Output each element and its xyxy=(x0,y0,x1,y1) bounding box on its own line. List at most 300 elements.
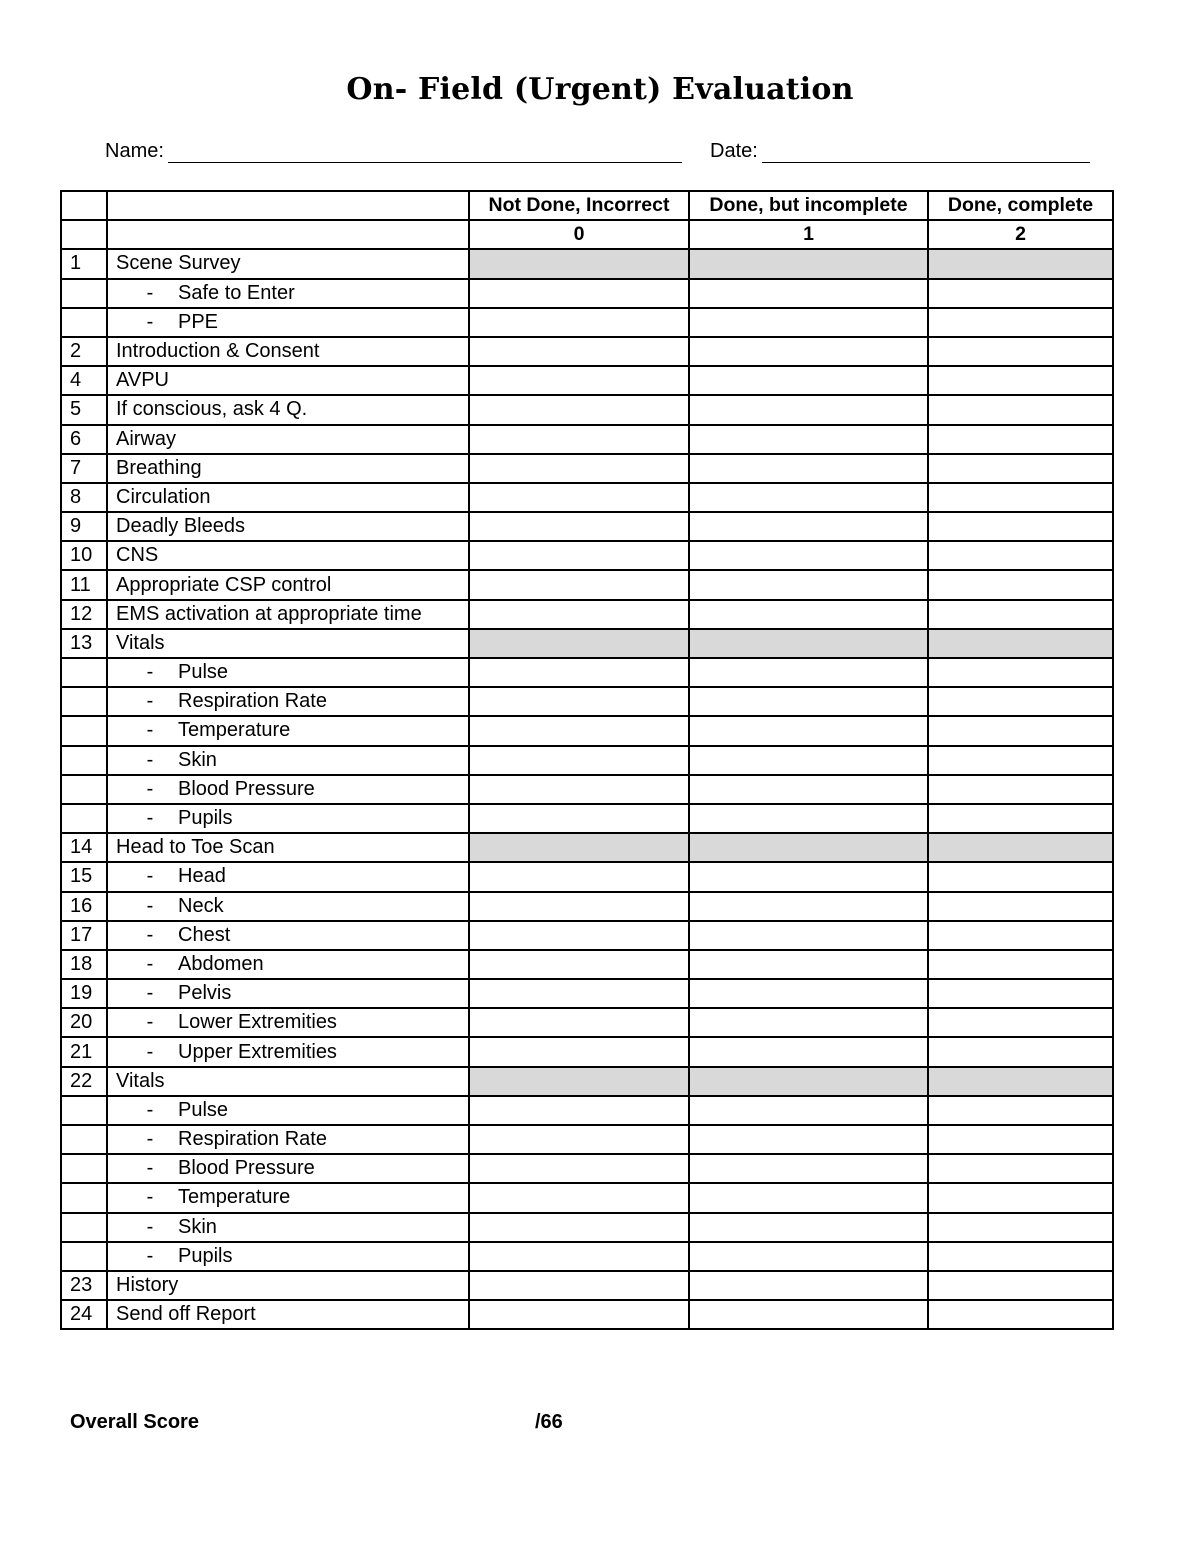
item-label: Pupils xyxy=(178,1244,233,1267)
date-label: Date: xyxy=(710,140,758,162)
table-row xyxy=(61,425,1113,454)
item-number: 15 xyxy=(61,862,107,891)
item-number: 4 xyxy=(61,366,107,395)
table-row xyxy=(61,249,1113,278)
score-cell[interactable] xyxy=(689,1300,928,1329)
score-cell[interactable] xyxy=(928,570,1113,599)
score-cell[interactable] xyxy=(469,775,689,804)
score-cell[interactable] xyxy=(689,570,928,599)
name-field[interactable] xyxy=(105,140,682,163)
item-number xyxy=(61,279,107,308)
item-number: 19 xyxy=(61,979,107,1008)
sub-item-marker: - xyxy=(146,661,154,684)
item-label: Vitals xyxy=(116,631,165,654)
item-label: Temperature xyxy=(178,719,291,742)
score-cell xyxy=(928,249,1113,278)
score-cell[interactable] xyxy=(928,1300,1113,1329)
item-label: Deadly Bleeds xyxy=(116,515,245,538)
score-cell[interactable] xyxy=(928,950,1113,979)
score-cell[interactable] xyxy=(689,892,928,921)
score-cell[interactable] xyxy=(469,395,689,424)
sub-item-marker: - xyxy=(146,923,154,946)
table-row xyxy=(61,1154,1113,1183)
sub-item-marker: - xyxy=(146,1011,154,1034)
score-cell[interactable] xyxy=(928,687,1113,716)
sub-item-marker: - xyxy=(146,894,154,917)
score-cell[interactable] xyxy=(689,600,928,629)
item-number: 9 xyxy=(61,512,107,541)
score-cell[interactable] xyxy=(689,979,928,1008)
score-cell[interactable] xyxy=(689,921,928,950)
item-label: Pupils xyxy=(178,807,233,830)
score-cell[interactable] xyxy=(928,512,1113,541)
item-number: 21 xyxy=(61,1037,107,1066)
item-number xyxy=(61,804,107,833)
score-cell[interactable] xyxy=(469,1271,689,1300)
score-cell[interactable] xyxy=(689,1008,928,1037)
score-cell[interactable] xyxy=(928,775,1113,804)
item-number: 11 xyxy=(61,570,107,599)
item-cell xyxy=(107,979,469,1008)
sub-item-marker: - xyxy=(146,281,154,304)
item-cell xyxy=(107,483,469,512)
score-cell[interactable] xyxy=(689,454,928,483)
sub-item-marker: - xyxy=(146,719,154,742)
item-number: 22 xyxy=(61,1067,107,1096)
score-cell[interactable] xyxy=(689,1154,928,1183)
item-label: Upper Extremities xyxy=(178,1040,337,1063)
score-cell[interactable] xyxy=(689,862,928,891)
item-number xyxy=(61,775,107,804)
score-cell[interactable] xyxy=(689,395,928,424)
score-cell[interactable] xyxy=(469,862,689,891)
item-number: 13 xyxy=(61,629,107,658)
score-cell[interactable] xyxy=(689,483,928,512)
score-cell[interactable] xyxy=(689,1242,928,1271)
item-label: Neck xyxy=(178,894,224,917)
score-cell[interactable] xyxy=(928,425,1113,454)
table-row xyxy=(61,600,1113,629)
item-label: Chest xyxy=(178,923,231,946)
item-cell xyxy=(107,454,469,483)
score-cell[interactable] xyxy=(469,600,689,629)
item-label: Send off Report xyxy=(116,1303,256,1326)
score-cell xyxy=(469,249,689,278)
item-cell xyxy=(107,308,469,337)
table-row xyxy=(61,512,1113,541)
score-cell[interactable] xyxy=(689,1096,928,1125)
table-row xyxy=(61,1242,1113,1271)
column-header: Done, but incomplete xyxy=(689,191,928,220)
score-cell[interactable] xyxy=(928,395,1113,424)
item-label: Skin xyxy=(178,1215,217,1238)
item-label: Head to Toe Scan xyxy=(116,836,275,859)
item-cell xyxy=(107,1008,469,1037)
score-cell xyxy=(689,629,928,658)
table-row xyxy=(61,979,1113,1008)
item-label: Scene Survey xyxy=(116,252,241,275)
table-row xyxy=(61,570,1113,599)
score-cell[interactable] xyxy=(689,308,928,337)
score-cell xyxy=(928,1067,1113,1096)
table-row xyxy=(61,1125,1113,1154)
table-row xyxy=(61,1300,1113,1329)
item-number: 5 xyxy=(61,395,107,424)
score-cell[interactable] xyxy=(928,600,1113,629)
score-cell[interactable] xyxy=(928,279,1113,308)
item-cell xyxy=(107,804,469,833)
score-value: 2 xyxy=(928,220,1113,249)
score-cell[interactable] xyxy=(928,862,1113,891)
score-cell[interactable] xyxy=(928,1154,1113,1183)
item-cell xyxy=(107,570,469,599)
score-cell[interactable] xyxy=(689,804,928,833)
item-label: Appropriate CSP control xyxy=(116,573,332,596)
table-row xyxy=(61,658,1113,687)
sub-item-marker: - xyxy=(146,1244,154,1267)
item-number: 20 xyxy=(61,1008,107,1037)
score-cell[interactable] xyxy=(469,1096,689,1125)
table-row xyxy=(61,454,1113,483)
sub-item-marker: - xyxy=(146,1040,154,1063)
sub-item-marker: - xyxy=(146,310,154,333)
score-cell xyxy=(469,1067,689,1096)
item-cell xyxy=(107,1271,469,1300)
header-item-cell xyxy=(107,220,469,249)
score-cell[interactable] xyxy=(689,950,928,979)
score-cell[interactable] xyxy=(928,1037,1113,1066)
item-cell xyxy=(107,279,469,308)
sub-item-marker: - xyxy=(146,865,154,888)
sub-item-marker: - xyxy=(146,1098,154,1121)
item-label: Blood Pressure xyxy=(178,777,315,800)
item-cell xyxy=(107,249,469,278)
table-row xyxy=(61,1037,1113,1066)
overall-score xyxy=(70,1411,670,1441)
item-number xyxy=(61,687,107,716)
score-cell[interactable] xyxy=(928,1008,1113,1037)
item-number: 6 xyxy=(61,425,107,454)
item-cell xyxy=(107,395,469,424)
score-value: 1 xyxy=(689,220,928,249)
item-label: Pulse xyxy=(178,1098,229,1121)
score-cell[interactable] xyxy=(928,337,1113,366)
item-cell xyxy=(107,746,469,775)
item-number xyxy=(61,308,107,337)
score-cell[interactable] xyxy=(928,716,1113,745)
score-cell[interactable] xyxy=(689,512,928,541)
score-cell[interactable] xyxy=(689,658,928,687)
date-field[interactable] xyxy=(710,140,1090,163)
table-row xyxy=(61,1096,1113,1125)
item-number: 17 xyxy=(61,921,107,950)
sub-item-marker: - xyxy=(146,690,154,713)
item-label: PPE xyxy=(178,310,219,333)
score-cell[interactable] xyxy=(928,1125,1113,1154)
score-cell[interactable] xyxy=(469,337,689,366)
item-label: EMS activation at appropriate time xyxy=(116,602,422,625)
item-number: 8 xyxy=(61,483,107,512)
sub-item-marker: - xyxy=(146,952,154,975)
item-cell xyxy=(107,921,469,950)
table-row xyxy=(61,1183,1113,1212)
score-cell[interactable] xyxy=(469,1300,689,1329)
score-cell[interactable] xyxy=(469,1037,689,1066)
item-cell xyxy=(107,1183,469,1212)
score-cell[interactable] xyxy=(689,279,928,308)
item-number: 18 xyxy=(61,950,107,979)
score-cell[interactable] xyxy=(689,541,928,570)
score-cell[interactable] xyxy=(469,425,689,454)
table-row xyxy=(61,1008,1113,1037)
item-number: 16 xyxy=(61,892,107,921)
item-cell xyxy=(107,1037,469,1066)
score-cell[interactable] xyxy=(928,1183,1113,1212)
score-cell[interactable] xyxy=(469,541,689,570)
score-cell[interactable] xyxy=(928,804,1113,833)
score-cell[interactable] xyxy=(928,308,1113,337)
score-header-row xyxy=(61,220,1113,249)
item-label: If conscious, ask 4 Q. xyxy=(116,398,308,421)
table-row xyxy=(61,337,1113,366)
item-label: Respiration Rate xyxy=(178,690,327,713)
item-label: Temperature xyxy=(178,1186,291,1209)
table-row xyxy=(61,862,1113,891)
score-cell[interactable] xyxy=(689,775,928,804)
score-cell[interactable] xyxy=(469,1242,689,1271)
score-cell[interactable] xyxy=(469,1008,689,1037)
sub-item-marker: - xyxy=(146,807,154,830)
item-number xyxy=(61,1154,107,1183)
sub-item-marker: - xyxy=(146,748,154,771)
item-number xyxy=(61,1183,107,1212)
score-cell xyxy=(469,833,689,862)
item-number xyxy=(61,1213,107,1242)
item-label: Safe to Enter xyxy=(178,281,295,304)
table-row xyxy=(61,950,1113,979)
score-cell[interactable] xyxy=(469,921,689,950)
score-cell[interactable] xyxy=(469,658,689,687)
item-label: Skin xyxy=(178,748,217,771)
sub-item-marker: - xyxy=(146,982,154,1005)
item-cell xyxy=(107,366,469,395)
table-row xyxy=(61,366,1113,395)
date-input-line[interactable] xyxy=(762,140,1090,163)
score-cell xyxy=(928,833,1113,862)
sub-item-marker: - xyxy=(146,1157,154,1180)
item-label: History xyxy=(116,1274,179,1297)
item-label: Pulse xyxy=(178,661,229,684)
table-row xyxy=(61,746,1113,775)
item-cell xyxy=(107,833,469,862)
score-cell[interactable] xyxy=(928,746,1113,775)
score-cell xyxy=(928,629,1113,658)
table-row xyxy=(61,833,1113,862)
header-fields xyxy=(0,140,1200,170)
score-cell[interactable] xyxy=(469,804,689,833)
score-cell[interactable] xyxy=(469,950,689,979)
table-row xyxy=(61,483,1113,512)
item-cell xyxy=(107,1096,469,1125)
score-cell[interactable] xyxy=(469,1154,689,1183)
item-label: Respiration Rate xyxy=(178,1128,327,1151)
score-cell[interactable] xyxy=(689,1271,928,1300)
item-label: CNS xyxy=(116,544,159,567)
item-number xyxy=(61,716,107,745)
item-cell xyxy=(107,629,469,658)
item-cell xyxy=(107,425,469,454)
item-cell xyxy=(107,1067,469,1096)
score-cell[interactable] xyxy=(469,1125,689,1154)
item-cell xyxy=(107,1213,469,1242)
score-cell[interactable] xyxy=(469,687,689,716)
score-cell xyxy=(689,1067,928,1096)
score-cell xyxy=(689,833,928,862)
score-cell[interactable] xyxy=(469,279,689,308)
table-row xyxy=(61,308,1113,337)
item-label: Introduction & Consent xyxy=(116,340,320,363)
score-cell[interactable] xyxy=(689,425,928,454)
table-row xyxy=(61,775,1113,804)
score-cell[interactable] xyxy=(469,716,689,745)
score-cell[interactable] xyxy=(689,1213,928,1242)
item-cell xyxy=(107,687,469,716)
table-row xyxy=(61,687,1113,716)
item-number xyxy=(61,746,107,775)
item-label: Vitals xyxy=(116,1069,165,1092)
sub-item-marker: - xyxy=(146,777,154,800)
score-cell[interactable] xyxy=(928,454,1113,483)
header-num-cell xyxy=(61,220,107,249)
item-label: Pelvis xyxy=(178,982,232,1005)
score-cell[interactable] xyxy=(928,1096,1113,1125)
column-header-row xyxy=(61,191,1113,220)
score-cell[interactable] xyxy=(689,366,928,395)
score-cell[interactable] xyxy=(469,483,689,512)
score-cell[interactable] xyxy=(928,892,1113,921)
header-num-cell xyxy=(61,191,107,220)
item-label: Abdomen xyxy=(178,952,264,975)
score-cell[interactable] xyxy=(469,366,689,395)
score-cell[interactable] xyxy=(928,658,1113,687)
table-row xyxy=(61,541,1113,570)
item-label: Breathing xyxy=(116,456,202,479)
column-header: Not Done, Incorrect xyxy=(469,191,689,220)
item-number xyxy=(61,1125,107,1154)
score-cell[interactable] xyxy=(928,366,1113,395)
item-number: 10 xyxy=(61,541,107,570)
table-row xyxy=(61,804,1113,833)
sub-item-marker: - xyxy=(146,1186,154,1209)
item-number: 14 xyxy=(61,833,107,862)
table-row xyxy=(61,1213,1113,1242)
score-cell[interactable] xyxy=(689,687,928,716)
score-cell[interactable] xyxy=(469,979,689,1008)
item-label: Lower Extremities xyxy=(178,1011,337,1034)
header-item-cell xyxy=(107,191,469,220)
score-value: 0 xyxy=(469,220,689,249)
item-label: Circulation xyxy=(116,485,211,508)
score-cell[interactable] xyxy=(469,1213,689,1242)
item-cell xyxy=(107,658,469,687)
score-cell[interactable] xyxy=(469,570,689,599)
table-row xyxy=(61,892,1113,921)
item-cell xyxy=(107,1242,469,1271)
score-cell[interactable] xyxy=(928,979,1113,1008)
name-label: Name: xyxy=(105,140,164,162)
item-cell xyxy=(107,337,469,366)
score-cell[interactable] xyxy=(928,483,1113,512)
score-cell[interactable] xyxy=(928,541,1113,570)
item-cell xyxy=(107,775,469,804)
name-input-line[interactable] xyxy=(168,140,682,163)
item-label: AVPU xyxy=(116,369,169,392)
table-row xyxy=(61,395,1113,424)
table-row xyxy=(61,1067,1113,1096)
score-cell[interactable] xyxy=(469,892,689,921)
table-row xyxy=(61,279,1113,308)
score-cell[interactable] xyxy=(469,512,689,541)
item-number xyxy=(61,1242,107,1271)
item-number xyxy=(61,658,107,687)
item-label: Head xyxy=(178,865,226,888)
score-cell[interactable] xyxy=(928,921,1113,950)
item-number: 2 xyxy=(61,337,107,366)
score-cell[interactable] xyxy=(689,337,928,366)
score-cell[interactable] xyxy=(469,1183,689,1212)
score-cell[interactable] xyxy=(928,1213,1113,1242)
item-label: Airway xyxy=(116,427,177,450)
score-cell[interactable] xyxy=(689,1125,928,1154)
item-number: 23 xyxy=(61,1271,107,1300)
item-label: Blood Pressure xyxy=(178,1157,315,1180)
sub-item-marker: - xyxy=(146,1128,154,1151)
item-cell xyxy=(107,512,469,541)
page-title: On- Field (Urgent) Evaluation xyxy=(346,72,854,107)
item-cell xyxy=(107,600,469,629)
item-number: 1 xyxy=(61,249,107,278)
sub-item-marker: - xyxy=(146,1215,154,1238)
score-cell[interactable] xyxy=(689,1037,928,1066)
score-cell[interactable] xyxy=(689,746,928,775)
table-row xyxy=(61,629,1113,658)
score-cell xyxy=(469,629,689,658)
score-cell[interactable] xyxy=(928,1271,1113,1300)
overall-score-label: Overall Score xyxy=(70,1411,199,1433)
table-row xyxy=(61,716,1113,745)
item-number: 12 xyxy=(61,600,107,629)
table-row xyxy=(61,921,1113,950)
item-cell xyxy=(107,1125,469,1154)
item-cell xyxy=(107,892,469,921)
item-number: 24 xyxy=(61,1300,107,1329)
item-number xyxy=(61,1096,107,1125)
score-cell[interactable] xyxy=(469,746,689,775)
score-cell[interactable] xyxy=(469,454,689,483)
item-number: 7 xyxy=(61,454,107,483)
score-cell[interactable] xyxy=(689,1183,928,1212)
item-cell xyxy=(107,1300,469,1329)
score-cell[interactable] xyxy=(689,716,928,745)
table-row xyxy=(61,1271,1113,1300)
score-cell[interactable] xyxy=(469,308,689,337)
item-cell xyxy=(107,716,469,745)
item-cell xyxy=(107,1154,469,1183)
score-cell xyxy=(689,249,928,278)
score-cell[interactable] xyxy=(928,1242,1113,1271)
column-header: Done, complete xyxy=(928,191,1113,220)
overall-score-total: /66 xyxy=(535,1411,563,1433)
